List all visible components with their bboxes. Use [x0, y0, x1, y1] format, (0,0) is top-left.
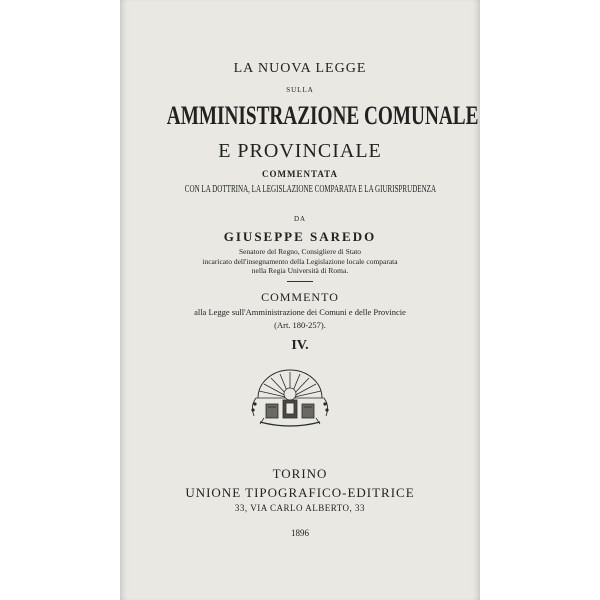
- author-name: GIUSEPPE SAREDO: [223, 229, 377, 244]
- author-title-1: Senatore del Regno, Consigliere di Stato: [238, 247, 362, 256]
- volume-number: IV.: [291, 338, 309, 353]
- imprint-address: 33, VIA CARLO ALBERTO, 33: [234, 503, 366, 513]
- author-title-2: incaricato dell'insegnamento della Legislazione locale comparata: [202, 257, 398, 266]
- sulla-label: SULLA: [286, 86, 314, 94]
- imprint-city: TORINO: [272, 466, 328, 481]
- commentata-label: COMMENTATA: [262, 169, 338, 179]
- subtitle: CON LA DOTTRINA, LA LEGISLAZIONE COMPARATA E LA GIURISPRUDENZA: [184, 183, 437, 195]
- commento-description: alla Legge sull'Amministrazione dei Comuni e delle Provincie: [194, 307, 406, 317]
- publisher-emblem-icon: [244, 368, 336, 436]
- title-page: [120, 0, 480, 600]
- main-title-line2: E PROVINCIALE: [218, 140, 382, 162]
- imprint-year: 1896: [291, 528, 309, 538]
- da-label: DA: [293, 215, 307, 223]
- imprint-publisher: UNIONE TIPOGRAFICO-EDITRICE: [185, 485, 415, 500]
- divider-rule: [287, 281, 313, 282]
- articles-range: (Art. 180-257).: [274, 320, 326, 330]
- main-title-line1: AMMINISTRAZIONE COMUNALE: [166, 101, 479, 130]
- heading: LA NUOVA LEGGE: [233, 61, 367, 76]
- author-title-3: nella Regia Università di Roma.: [251, 266, 349, 275]
- commento-heading: COMMENTO: [261, 290, 339, 304]
